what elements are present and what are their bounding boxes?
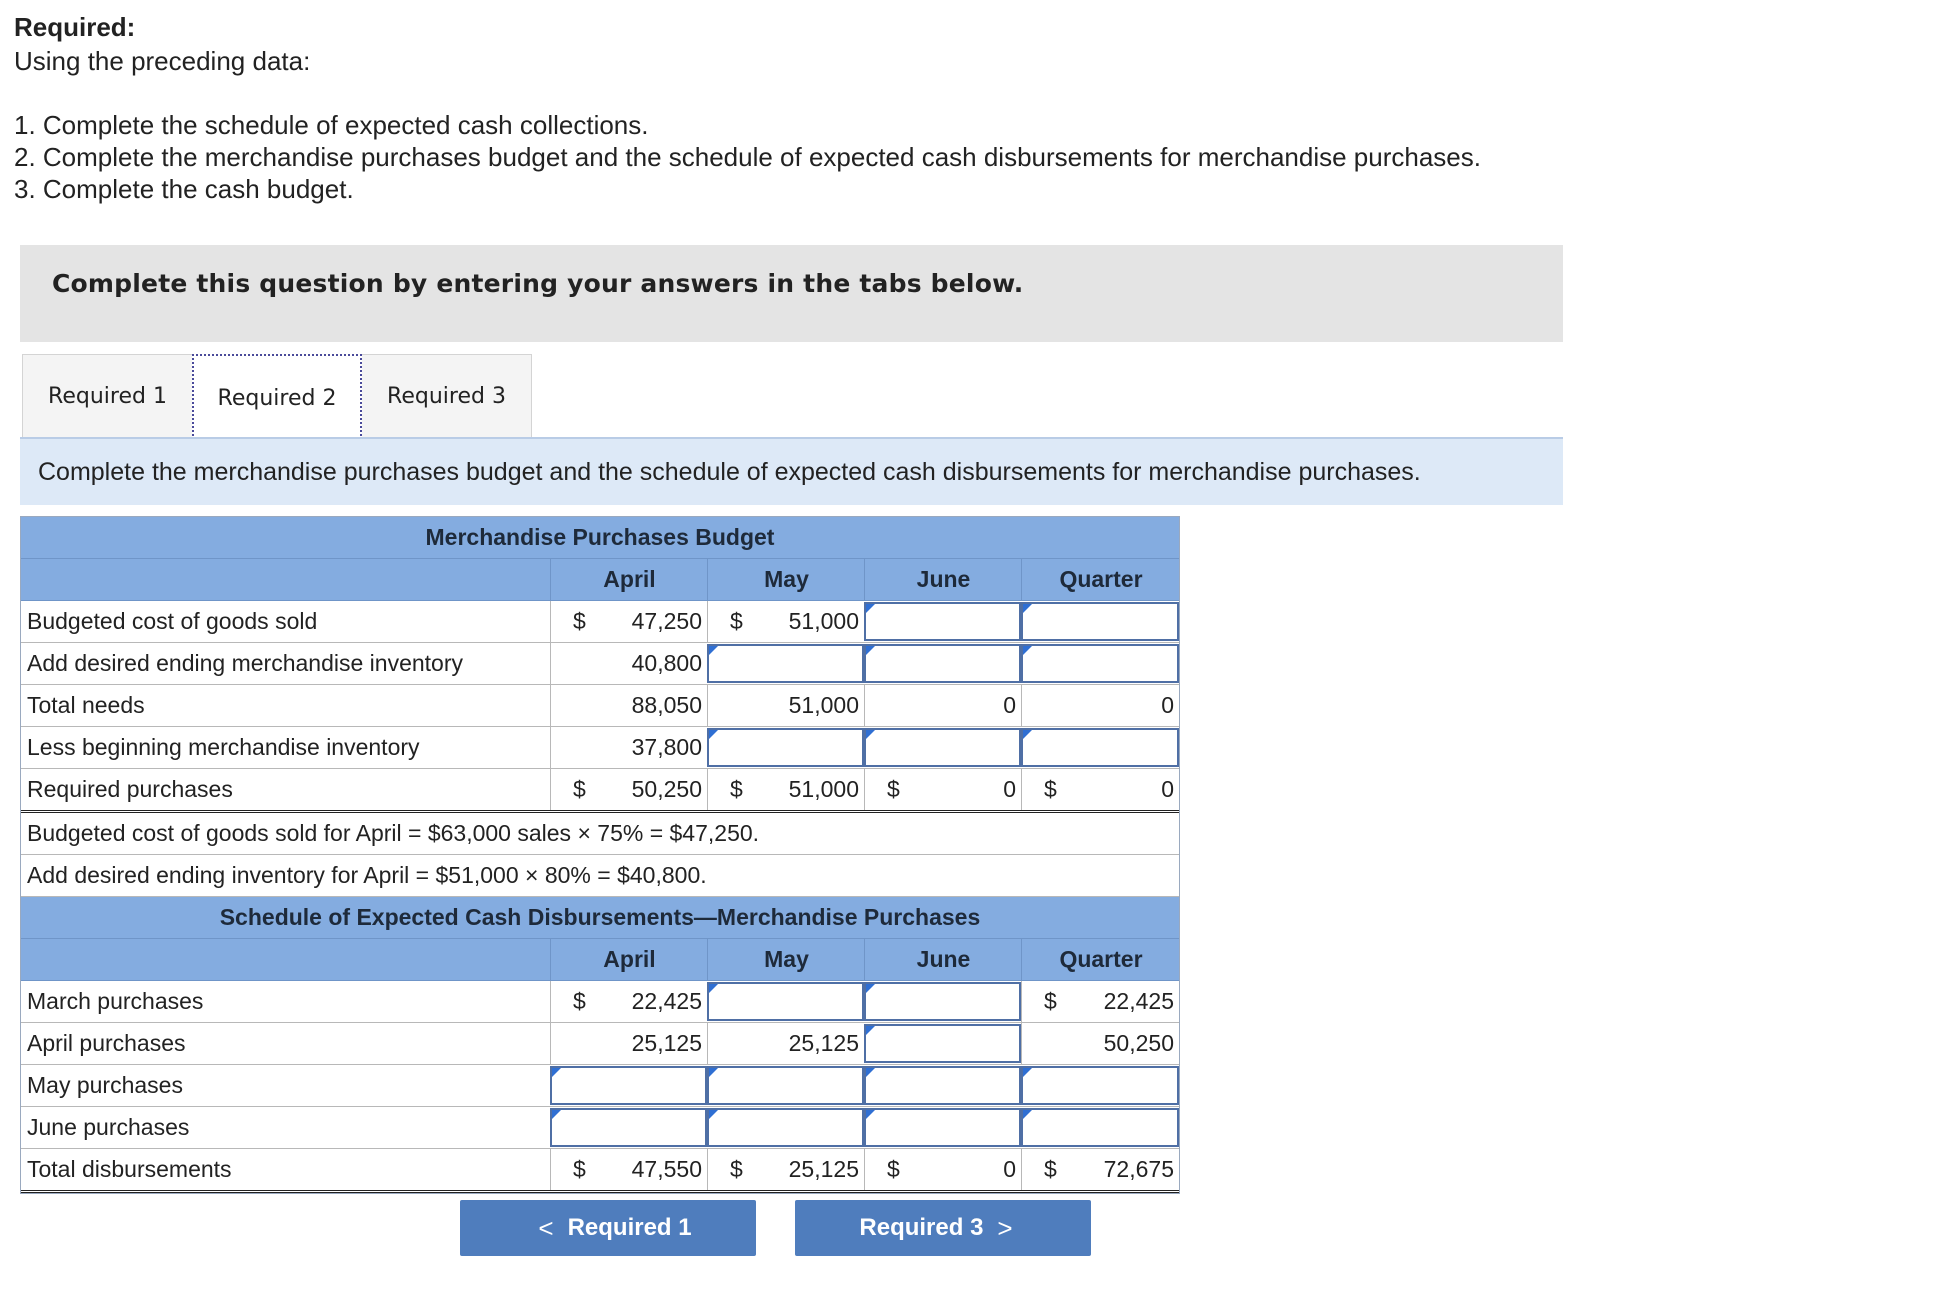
disb-title-row — [21, 897, 1179, 939]
budget-input-cell[interactable] — [707, 644, 864, 683]
budget-note-row — [21, 813, 1179, 855]
budget-value-cell — [550, 601, 707, 642]
budget-value-cell — [550, 685, 707, 726]
disb-value-cell — [864, 1149, 1021, 1190]
budget-title-row — [21, 517, 1179, 559]
chevron-right-icon: > — [997, 1212, 1013, 1243]
cell-value: 50,250 — [631, 776, 702, 802]
banner-text: Complete this question by entering your answers in the tabs below. — [52, 269, 1024, 298]
dollar-sign: $ — [1044, 988, 1057, 1014]
disb-row-label: June purchases — [27, 1114, 190, 1140]
tab-prompt-text: Complete the merchandise purchases budget and the schedule of expected cash disbursements for merchandise purchases. — [38, 458, 1421, 486]
budget-value-cell — [550, 643, 707, 684]
budget-value-cell — [707, 601, 864, 642]
cell-value: 47,550 — [631, 1156, 702, 1182]
dollar-sign: $ — [730, 608, 743, 634]
disb-value-cell — [550, 1149, 707, 1190]
budget-row-label: Required purchases — [27, 776, 233, 802]
tab-prompt — [20, 437, 1563, 505]
question-banner — [20, 245, 1563, 342]
budget-value-cell — [1021, 769, 1179, 810]
budget-note: Budgeted cost of goods sold for April = $63,000 sales × 75% = $47,250. — [27, 820, 760, 846]
dollar-sign: $ — [573, 776, 586, 802]
budget-row-label: Add desired ending merchandise inventory — [27, 650, 463, 676]
budget-row-label: Less beginning merchandise inventory — [27, 734, 420, 760]
disb-row — [21, 981, 1179, 1023]
cell-value: 0 — [1003, 776, 1016, 802]
disb-row-label: May purchases — [27, 1072, 183, 1098]
cell-value: 88,050 — [631, 692, 702, 718]
budget-note: Add desired ending inventory for April = $51,000 × 80% = $40,800. — [27, 862, 707, 888]
tab-required-3[interactable]: Required 3 — [362, 354, 532, 438]
budget-row — [21, 727, 1179, 769]
disb-value-cell — [1021, 1023, 1179, 1064]
dollar-sign: $ — [730, 1156, 743, 1182]
budget-row — [21, 685, 1179, 727]
disb-row-label: March purchases — [27, 988, 204, 1014]
disb-input-cell[interactable] — [864, 1066, 1021, 1105]
budget-col-april: April — [550, 559, 708, 600]
disb-input-cell[interactable] — [864, 1108, 1021, 1147]
instruction-1: 1. Complete the schedule of expected cash collections. — [14, 110, 649, 140]
disb-input-cell[interactable] — [864, 1024, 1021, 1063]
budget-input-cell[interactable] — [1021, 644, 1179, 683]
dollar-sign: $ — [573, 988, 586, 1014]
disb-row-label: April purchases — [27, 1030, 186, 1056]
budget-row — [21, 769, 1179, 813]
cell-value: 0 — [1003, 1156, 1016, 1182]
disb-column-header-row — [21, 939, 1179, 981]
cell-value: 0 — [1003, 692, 1016, 718]
budget-row — [21, 601, 1179, 643]
cell-value: 72,675 — [1103, 1156, 1174, 1182]
disb-value-cell — [1021, 1149, 1179, 1190]
disb-value-cell — [707, 1149, 864, 1190]
disb-col-june: June — [864, 939, 1022, 980]
disb-input-cell[interactable] — [707, 982, 864, 1021]
budget-input-cell[interactable] — [864, 644, 1021, 683]
cell-value: 47,250 — [631, 608, 702, 634]
budget-input-cell[interactable] — [707, 728, 864, 767]
next-tab-label: Required 3 — [859, 1214, 984, 1241]
dollar-sign: $ — [730, 776, 743, 802]
dollar-sign: $ — [887, 776, 900, 802]
budget-input-cell[interactable] — [864, 728, 1021, 767]
required-heading: Required: — [14, 12, 136, 42]
cell-value: 50,250 — [1103, 1030, 1174, 1056]
budget-row-label: Total needs — [27, 692, 145, 718]
disb-col-april: April — [550, 939, 708, 980]
cell-value: 37,800 — [631, 734, 702, 760]
cell-value: 51,000 — [788, 608, 859, 634]
tab-required-1[interactable]: Required 1 — [22, 354, 192, 438]
budget-input-cell[interactable] — [1021, 728, 1179, 767]
cell-value: 51,000 — [788, 776, 859, 802]
budget-input-cell[interactable] — [864, 602, 1021, 641]
chevron-left-icon: < — [538, 1212, 554, 1243]
disb-row — [21, 1149, 1179, 1193]
budget-column-header-row — [21, 559, 1179, 601]
budget-title: Merchandise Purchases Budget — [425, 524, 775, 550]
cell-value: 25,125 — [788, 1156, 859, 1182]
disb-title: Schedule of Expected Cash Disbursements—Merchandise Purchases — [219, 904, 981, 930]
instruction-2: 2. Complete the merchandise purchases budget and the schedule of expected cash disbursements for merchandise purchases. — [14, 142, 1481, 172]
budget-value-cell — [707, 685, 864, 726]
budget-value-cell — [550, 727, 707, 768]
budget-col-may: May — [707, 559, 865, 600]
budget-value-cell — [550, 769, 707, 810]
budget-row — [21, 643, 1179, 685]
disb-input-cell[interactable] — [1021, 1108, 1179, 1147]
disb-input-cell[interactable] — [864, 982, 1021, 1021]
dollar-sign: $ — [573, 608, 586, 634]
cell-value: 51,000 — [788, 692, 859, 718]
disb-col-may: May — [707, 939, 865, 980]
budget-value-cell — [864, 769, 1021, 810]
worksheet — [20, 516, 1180, 1194]
budget-value-cell — [707, 769, 864, 810]
cell-value: 25,125 — [788, 1030, 859, 1056]
dollar-sign: $ — [1044, 1156, 1057, 1182]
next-tab-button[interactable] — [795, 1200, 1091, 1256]
disb-value-cell — [550, 981, 707, 1022]
disb-input-cell[interactable] — [707, 1066, 864, 1105]
disb-value-cell — [1021, 981, 1179, 1022]
cell-value: 22,425 — [631, 988, 702, 1014]
disb-row — [21, 1065, 1179, 1107]
tab-required-2[interactable]: Required 2 — [192, 354, 362, 440]
budget-input-cell[interactable] — [1021, 602, 1179, 641]
disb-value-cell — [550, 1023, 707, 1064]
tab-bar — [22, 354, 532, 438]
instruction-3: 3. Complete the cash budget. — [14, 174, 354, 204]
disb-input-cell[interactable] — [550, 1066, 707, 1105]
disb-col-quarter: Quarter — [1021, 939, 1180, 980]
prev-tab-label: Required 1 — [567, 1214, 692, 1241]
disb-row — [21, 1107, 1179, 1149]
disb-value-cell — [707, 1023, 864, 1064]
disb-row-label: Total disbursements — [27, 1156, 232, 1182]
budget-row-label: Budgeted cost of goods sold — [27, 608, 318, 634]
disb-row — [21, 1023, 1179, 1065]
disb-input-cell[interactable] — [550, 1108, 707, 1147]
budget-col-june: June — [864, 559, 1022, 600]
cell-value: 0 — [1161, 776, 1174, 802]
prev-tab-button[interactable] — [460, 1200, 756, 1256]
disb-input-cell[interactable] — [707, 1108, 864, 1147]
dollar-sign: $ — [887, 1156, 900, 1182]
budget-value-cell — [1021, 685, 1179, 726]
cell-value: 25,125 — [631, 1030, 702, 1056]
dollar-sign: $ — [1044, 776, 1057, 802]
budget-col-quarter: Quarter — [1021, 559, 1180, 600]
dollar-sign: $ — [573, 1156, 586, 1182]
using-data-text: Using the preceding data: — [14, 46, 311, 76]
cell-value: 0 — [1161, 692, 1174, 718]
budget-value-cell — [864, 685, 1021, 726]
cell-value: 22,425 — [1103, 988, 1174, 1014]
disb-input-cell[interactable] — [1021, 1066, 1179, 1105]
budget-note-row — [21, 855, 1179, 897]
cell-value: 40,800 — [631, 650, 702, 676]
